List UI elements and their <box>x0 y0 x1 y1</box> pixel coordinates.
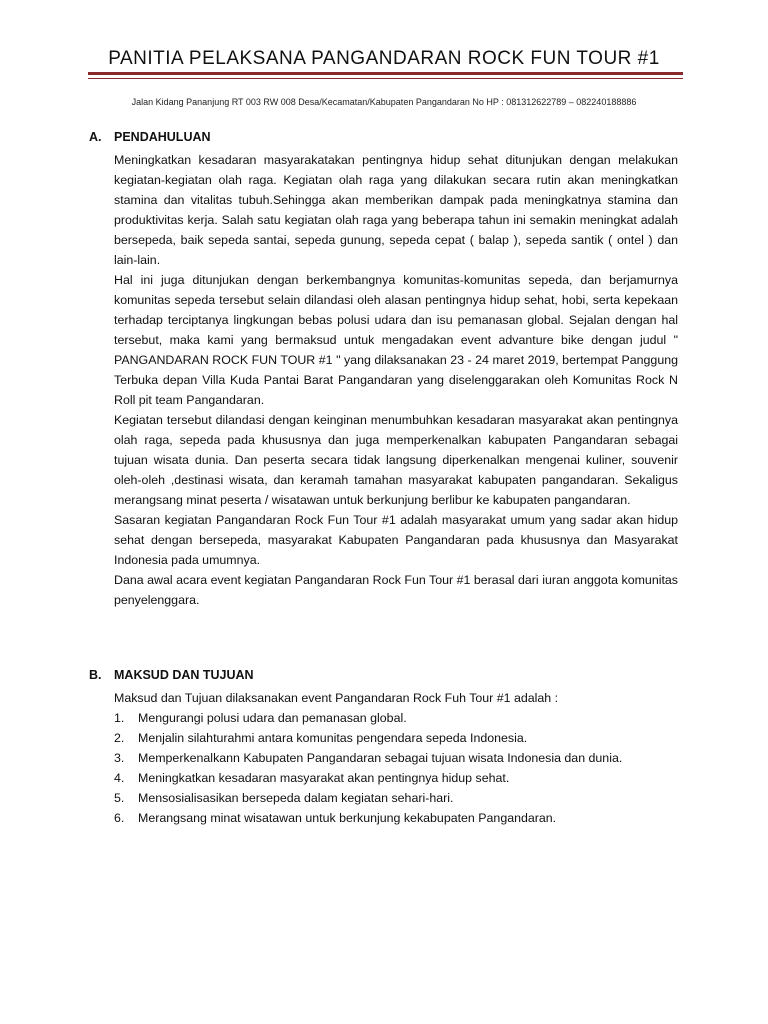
section-title: PENDAHULUAN <box>114 130 211 144</box>
objectives-list <box>114 708 689 828</box>
paragraph: Dana awal acara event kegiatan Pangandaran Rock Fun Tour #1 berasal dari iuran anggota komunitas penyelenggara. <box>114 573 678 607</box>
section-pendahuluan <box>89 130 689 610</box>
section-heading <box>89 130 689 150</box>
section-body <box>114 150 678 610</box>
list-item <box>114 708 689 728</box>
paragraph: Hal ini juga ditunjukan dengan berkembangnya komunitas-komunitas sepeda, dan berjamurnya komunitas sepeda tersebut selain dilandasi oleh alasan pentingnya hidup sehat, hobi, serta kepekaan terhadap terciptanya lingkungan bebas polusi udara dan isu pemanasan global. Sejalan dengan hal tersebut, maka kami yang bermaksud untuk mengadakan event advanture bike dengan judul " PANGANDARAN ROCK FUN TOUR #1 " yang dilaksanakan 23 - 24 maret 2019, bertempat Panggung Terbuka depan Villa Kuda Pantai Barat Pangandaran yang diselenggarakan oleh Komunitas Rock N Roll pit team Pangandaran. <box>114 273 678 407</box>
section-title: MAKSUD DAN TUJUAN <box>114 668 254 682</box>
list-item <box>114 728 689 748</box>
header-rule-thin <box>88 78 683 79</box>
list-number: 4. <box>114 771 125 785</box>
list-text: Memperkenalkann Kabupaten Pangandaran sebagai tujuan wisata Indonesia dan dunia. <box>138 751 623 765</box>
section-maksud-tujuan <box>89 668 689 828</box>
section-heading <box>89 668 689 688</box>
paragraph: Kegiatan tersebut dilandasi dengan keinginan menumbuhkan kesadaran masyarakat akan pentingnya olah raga, sepeda pada khususnya dan juga memperkenalkan kabupaten Pangandaran sebagai tujuan wisata dunia. Dan peserta secara tidak langsung diperkenalkan mengenai kuliner, souvenir oleh-oleh ,destinasi wisata, dan keramah tamahan masyarakat kabupaten pangandaran. Sekaligus merangsang minat peserta / wisatawan untuk berkunjung berlibur ke kabupaten pangandaran. <box>114 413 678 507</box>
list-text: Mensosialisasikan bersepeda dalam kegiatan sehari-hari. <box>138 791 454 805</box>
list-number: 3. <box>114 751 125 765</box>
document-title: PANITIA PELAKSANA PANGANDARAN ROCK FUN TOUR #1 <box>108 48 660 69</box>
list-number: 5. <box>114 791 125 805</box>
list-item <box>114 808 689 828</box>
list-number: 2. <box>114 731 125 745</box>
header-rule-thick <box>88 72 683 75</box>
paragraph: Meningkatkan kesadaran masyarakatakan pentingnya hidup sehat ditunjukan dengan melakukan kegiatan-kegiatan olah raga. Kegiatan olah raga yang dilakukan secara rutin akan meningkatkan stamina dan vitalitas tubuh.Sehingga akan memberikan dampak pada meningkatnya stamina dan produktivitas kerja. Salah satu kegiatan olah raga yang beberapa tahun ini semakin meningkat adalah bersepeda, baik sepeda santai, sepeda gunung, sepeda cepat ( balap ), sepeda santik ( ontel ) dan lain-lain. <box>114 153 678 267</box>
list-item <box>114 788 689 808</box>
section-letter: A. <box>89 130 102 144</box>
list-text: Merangsang minat wisatawan untuk berkunjung kekabupaten Pangandaran. <box>138 811 557 825</box>
list-item <box>114 768 689 788</box>
list-text: Mengurangi polusi udara dan pemanasan global. <box>138 711 407 725</box>
list-text: Meningkatkan kesadaran masyarakat akan pentingnya hidup sehat. <box>138 771 510 785</box>
section-intro: Maksud dan Tujuan dilaksanakan event Pangandaran Rock Fuh Tour #1 adalah : <box>114 691 559 705</box>
list-number: 6. <box>114 811 125 825</box>
section-letter: B. <box>89 668 102 682</box>
list-number: 1. <box>114 711 125 725</box>
paragraph: Sasaran kegiatan Pangandaran Rock Fun Tour #1 adalah masyarakat umum yang sadar akan hidup sehat dengan bersepeda, masyarakat Kabupaten Pangandaran pada khususnya dan Masyarakat Indonesia pada umumnya. <box>114 513 678 567</box>
list-text: Menjalin silahturahmi antara komunitas pengendara sepeda Indonesia. <box>138 731 528 745</box>
header-address: Jalan Kidang Pananjung RT 003 RW 008 Desa/Kecamatan/Kabupaten Pangandaran No HP : 081312622789 – 082240188886 <box>131 97 637 107</box>
list-item <box>114 748 689 768</box>
